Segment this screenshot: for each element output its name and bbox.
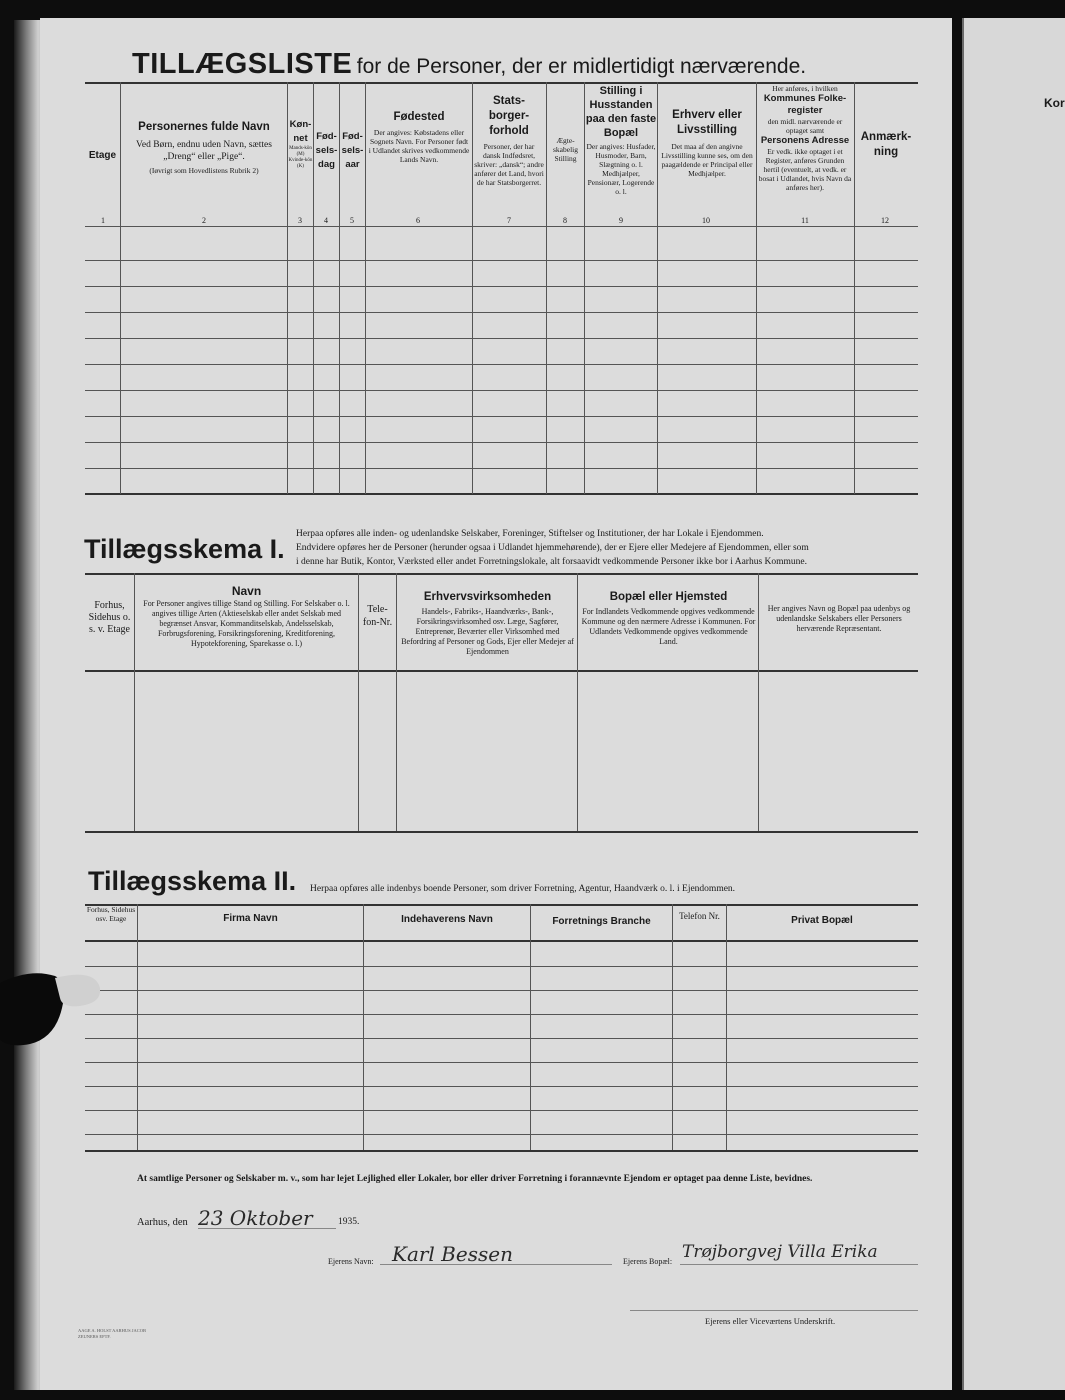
list-title-main: TILLÆGSLISTE (132, 48, 353, 80)
printer-mark: AAGE A. HOLST AARHUS JACOB ZEUNERS EFTF. (78, 1328, 147, 1339)
skema2-note: Herpaa opføres alle indenbys boende Personer, som driver Forretning, Agentur, Haandværk o. l. i Ejendommen. (310, 884, 736, 894)
skema1-col-erhverv: Erhvervsvirksomheden Handels-, Fabriks-, Haandværks-, Bank-, Forsikringsvirksomhed osv. Læge, Sagfører, Entreprenør, Beværter eller Virksomhed med Befordring af Personer og Gods, Ejer eller Medejer af Ejendommen (401, 591, 574, 656)
colnum-11: 11 (801, 216, 809, 225)
col-statsborger: Stats-borger-forhold Personer, der har dansk Indfødsret, skriver: „dansk“; andre anfører det Land, hvori de har Statsborgerret. (474, 95, 544, 187)
skema1-note: Herpaa opføres alle inden- og udenlandske Selskaber, Foreninger, Stiftelser og Institutioner, der har Lokale i Ejendommen. Endvidere opføres her de Personer (herunder ogsaa i Udlandet hjemmehørende), der er Ejere eller Medejere af Ejendommen, eller som i denne har Butik, Kontor, Værksted eller andet Forretningslokale, alt forsaavidt vedkommende Personer ikke bor i Aarhus Kommune. (296, 529, 809, 567)
col-foedselsaar: Fød-sels-aar (341, 131, 364, 170)
colnum-10: 10 (702, 216, 710, 225)
skema1-col-navn: Navn For Personer angives tillige Stand og Stilling. For Selskaber o. l. angives tillige Arten (Aktieselskab eller andet Selskab med begrænset Ansvar, Kommanditselskab, Andelsselskab, Forbrugsforening, Forsikringsforening, Kreditforening, Hypotekforening, Sparekasse o. l.) (143, 584, 350, 648)
col-koen: Køn-net Mands-kön (M) Kvinde-kön (K) (288, 119, 313, 169)
skema2-col-indehaver: Indehaverens Navn (401, 914, 493, 925)
skema2-col-etage: Forhus, Sidehus osv. Etage (86, 905, 136, 923)
col-etage: Etage (88, 150, 117, 161)
owner-name-handwritten: Karl Bessen (392, 1242, 513, 1266)
colnum-5: 5 (350, 216, 354, 225)
skema1-title: Tillægsskema I. (84, 534, 285, 564)
list-title-rest: for de Personer, der er midlertidigt nærværende. (356, 55, 807, 78)
skema2-col-telefon: Telefon Nr. (679, 911, 720, 921)
col-foedested: Fødested Der angives: Købstadens eller Sognets Navn. For Personer født i Udlandet skrives vedkommende Lands Navn. (368, 111, 470, 164)
col-anmaerkning: Anmærk-ning (860, 131, 912, 158)
colnum-7: 7 (507, 216, 511, 225)
colnum-2: 2 (202, 216, 206, 225)
thumb-shadow (0, 968, 100, 1048)
colnum-12: 12 (881, 216, 889, 225)
owner-address-handwritten: Trøjborgvej Villa Erika (682, 1242, 878, 1262)
list-title (132, 48, 806, 81)
next-page-text: Kor (1044, 96, 1065, 110)
year: 1935. (338, 1217, 360, 1227)
skema1-col-bopael: Bopæl eller Hjemsted For Indlandets Vedkommende opgives vedkommende Kommune og den nærmere Adresse i Kommunen. For Udlandets Vedkommende opgives vedkommende Land. (581, 591, 756, 646)
skema2-col-branche: Forretnings Branche (552, 916, 651, 927)
skema2-col-firma: Firma Navn (223, 913, 278, 924)
colnum-8: 8 (563, 216, 567, 225)
colnum-9: 9 (619, 216, 623, 225)
form-page (40, 18, 952, 1390)
signature-label: Ejerens eller Viceværtens Underskrift. (705, 1316, 836, 1326)
col-navn: Personernes fulde Navn Ved Børn, endnu uden Navn, sættes „Dreng“ eller „Pige“. (Iøvrigt som Hovedlistens Rubrik 2) (136, 121, 272, 175)
skema1-col-repraesentant: Her angives Navn og Bopæl paa udenbys og udenlandske Selskabers eller Personers herværende Repræsentant. (767, 604, 911, 633)
colnum-6: 6 (416, 216, 420, 225)
col-aegteskab: Ægte-skabelig Stilling (553, 136, 578, 163)
owner-address-label: Ejerens Bopæl: (623, 1257, 673, 1266)
skema2-col-bopael: Privat Bopæl (791, 915, 853, 926)
colnum-3: 3 (298, 216, 302, 225)
city-date-label: Aarhus, den (137, 1217, 188, 1228)
col-foedselsdag: Fød-sels-dag (315, 131, 338, 170)
colnum-4: 4 (324, 216, 328, 225)
next-page-edge (962, 18, 1065, 1390)
col-erhverv: Erhverv eller Livsstilling Det maa af den angivne Livsstilling kunne ses, om den paagældende er Principal eller Medhjælper. (661, 109, 753, 178)
colnum-1: 1 (101, 216, 105, 225)
skema2-title: Tillægsskema II. (88, 866, 297, 896)
col-folkeregister: Her anføres, i hvilken Kommunes Folke-register den midl. nærværende er optaget samt Personens Adresse Er vedk. ikke optaget i et Register, anføres Grunden hertil (eventuelt, at vedk. er bosat i Udlandet, hvis Navn da anføres her). (758, 84, 852, 192)
owner-name-label: Ejerens Navn: (328, 1257, 374, 1266)
skema1-col-etage: Forhus, Sidehus o. s. v. Etage (88, 600, 131, 635)
skema1-col-telefon: Tele-fon-Nr. (362, 604, 393, 628)
declaration: At samtlige Personer og Selskaber m. v., som har lejet Lejlighed eller Lokaler, bor eller driver Forretning i forannævnte Ejendom er optaget paa denne Liste, bevidnes. (137, 1174, 813, 1184)
col-stilling: Stilling i Husstanden paa den faste Bopæl Der angives: Husfader, Husmoder, Barn, Slægtning o. l. Medhjælper, Pensionær, Logerende o. l. (585, 85, 657, 196)
date-handwritten: 23 Oktober (198, 1206, 313, 1230)
